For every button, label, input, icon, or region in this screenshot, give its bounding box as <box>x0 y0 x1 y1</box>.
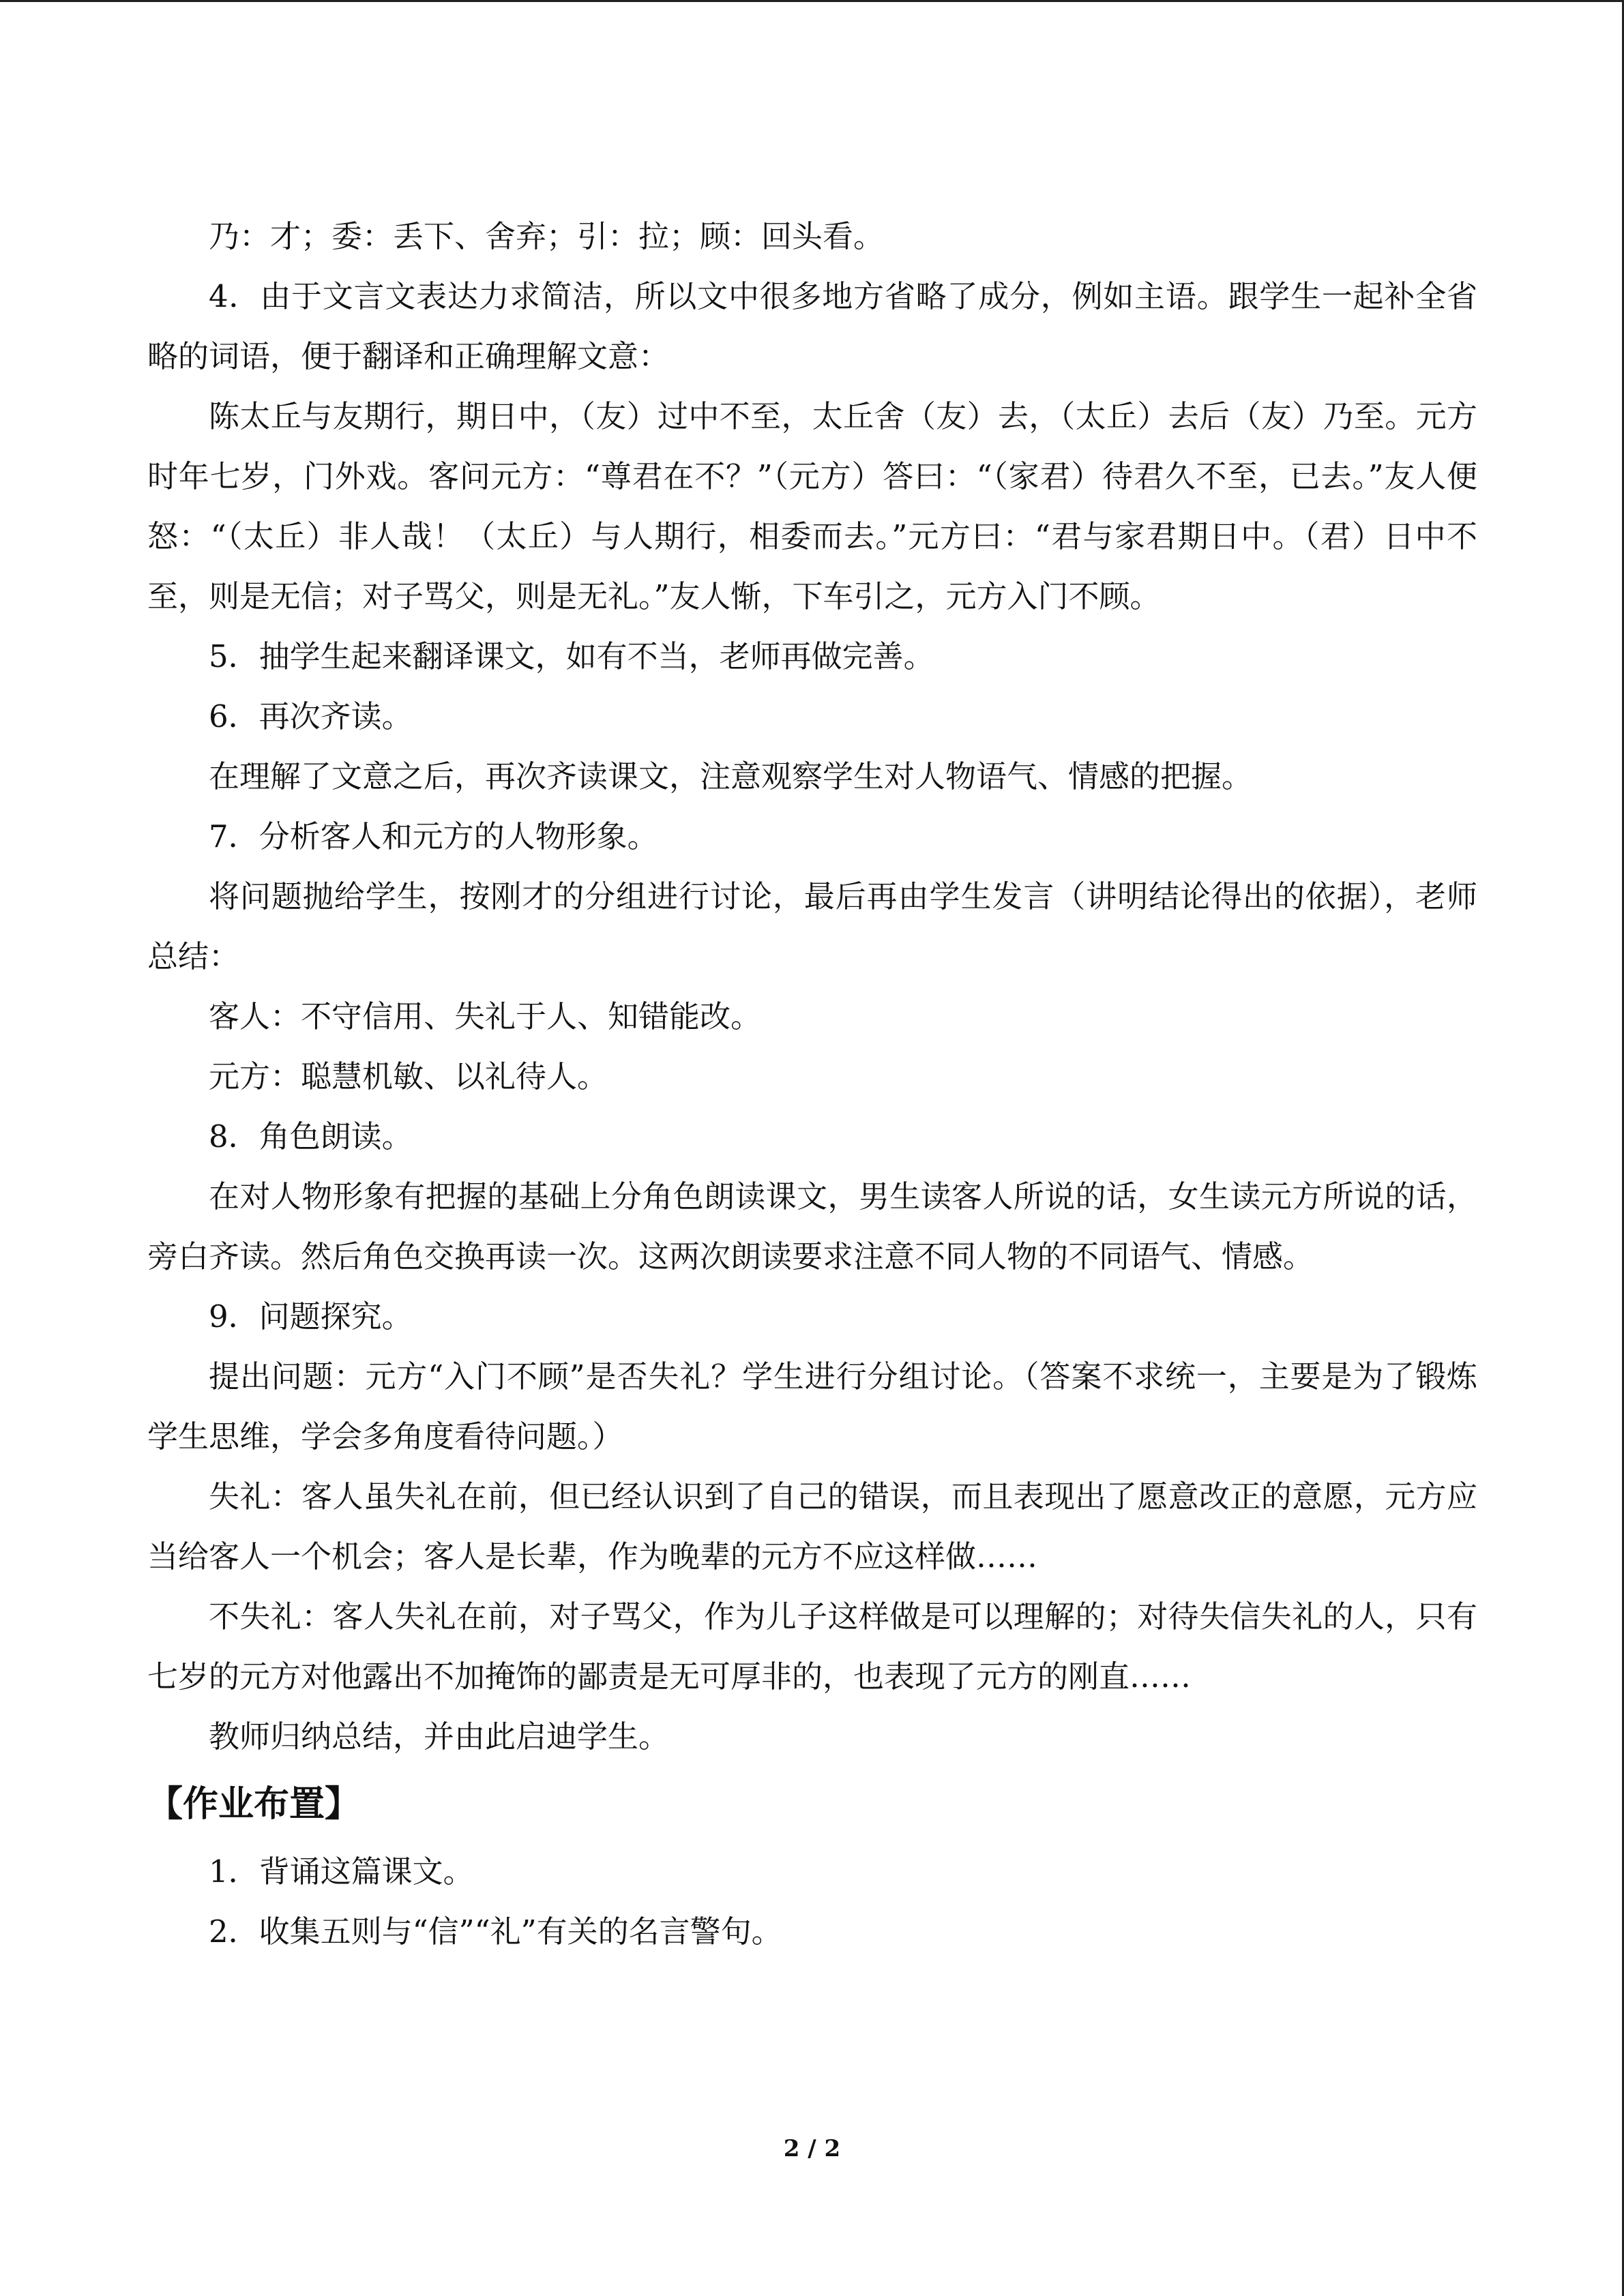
paragraph: 5．抽学生起来翻译课文，如有不当，老师再做完善。 <box>209 638 934 674</box>
page-number: 2 / 2 <box>783 2135 841 2162</box>
paragraph: 将问题抛给学生，按刚才的分组进行讨论，最后再由学生发言（讲明结论得出的依据），老师总结： <box>147 878 1477 974</box>
paragraph: 7．分析客人和元方的人物形象。 <box>209 818 658 854</box>
homework-item: 2．收集五则与“信”“礼”有关的名言警句。 <box>209 1913 782 1950</box>
paragraph: 提出问题：元方“入门不顾”是否失礼？学生进行分组讨论。（答案不求统一，主要是为了锻炼学生思维，学会多角度看待问题。） <box>147 1358 1477 1455</box>
paragraph: 不失礼：客人失礼在前，对子骂父，作为儿子这样做是可以理解的；对待失信失礼的人，只有七岁的元方对他露出不加掩饰的鄙责是无可厚非的，也表现了元方的刚直…… <box>147 1598 1477 1695</box>
paragraph: 4．由于文言文表达力求简洁，所以文中很多地方省略了成分，例如主语。跟学生一起补全省略的词语，便于翻译和正确理解文意： <box>147 278 1477 374</box>
paragraph: 元方：聪慧机敏、以礼待人。 <box>209 1058 608 1094</box>
paragraph: 6．再次齐读。 <box>209 698 413 734</box>
paragraph: 教师归纳总结，并由此启迪学生。 <box>209 1718 670 1755</box>
paragraph: 失礼：客人虽失礼在前，但已经认识到了自己的错误，而且表现出了愿意改正的意愿，元方应当给客人一个机会；客人是长辈，作为晚辈的元方不应这样做…… <box>147 1478 1477 1575</box>
paragraph: 在理解了文意之后，再次齐读课文，注意观察学生对人物语气、情感的把握。 <box>209 758 1253 794</box>
paragraph: 8．角色朗读。 <box>209 1118 413 1154</box>
homework-heading: 【作业布置】 <box>147 1784 361 1825</box>
paragraph: 客人：不守信用、失礼于人、知错能改。 <box>209 998 762 1034</box>
paragraph: 在对人物形象有把握的基础上分角色朗读课文，男生读客人所说的话，女生读元方所说的话，旁白齐读。然后角色交换再读一次。这两次朗读要求注意不同人物的不同语气、情感。 <box>147 1178 1477 1274</box>
paragraph: 陈太丘与友期行，期日中，（友）过中不至，太丘舍（友）去，（太丘）去后（友）乃至。元方时年七岁，门外戏。客问元方：“尊君在不？”（元方）答曰：“（家君）待君久不至，已去。”友人便怒：“（太丘）非人哉！（太丘）与人期行，相委而去。”元方曰：“君与家君期日中。（君）日中不至，则是无信；对子骂父，则是无礼。”友人惭，下车引之，元方入门不顾。 <box>147 398 1477 614</box>
document-body <box>147 207 1477 1962</box>
paragraph: 9．问题探究。 <box>209 1298 413 1335</box>
paragraph: 乃：才；委：丢下、舍弃；引：拉；顾：回头看。 <box>209 218 885 254</box>
homework-item: 1．背诵这篇课文。 <box>209 1853 474 1890</box>
